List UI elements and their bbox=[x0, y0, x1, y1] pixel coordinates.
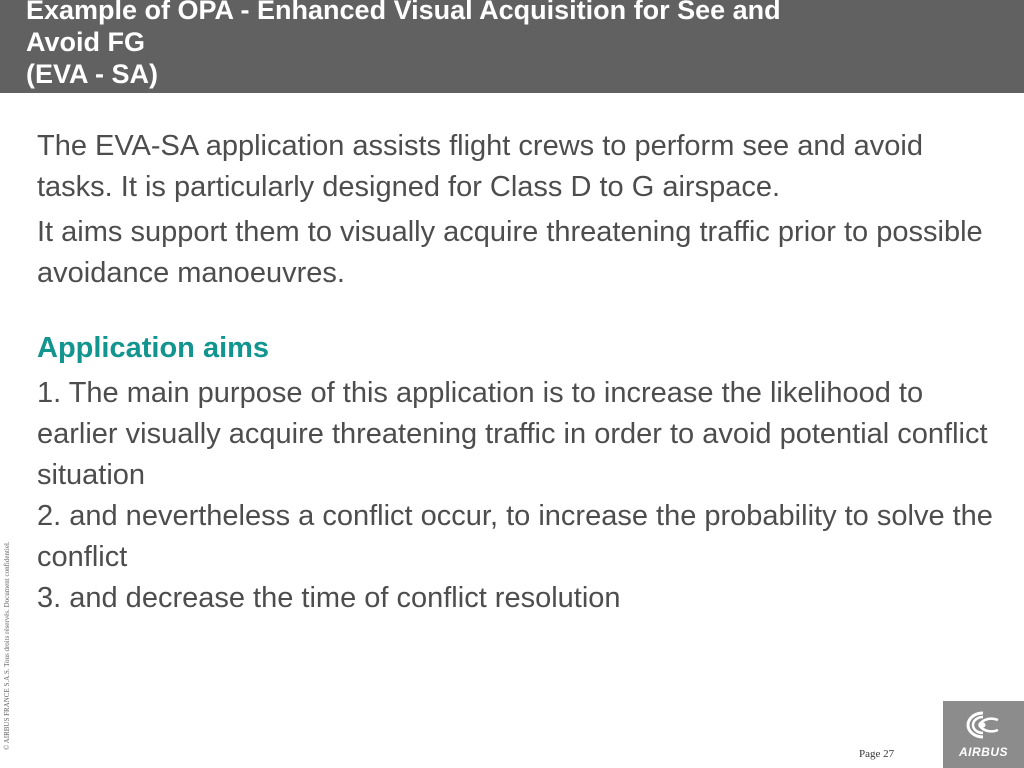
copyright-notice: © AIRBUS FRANCE S.A.S. Tous droits réservés. Document confidentiel. bbox=[3, 541, 11, 750]
airbus-logo-text: AIRBUS bbox=[958, 745, 1008, 759]
slide-title-line-1: Example of OPA - Enhanced Visual Acquisition for See and bbox=[26, 0, 781, 25]
page-number: Page 27 bbox=[859, 748, 895, 760]
airbus-swirl-icon bbox=[965, 711, 1001, 739]
slide-title-line-3: (EVA - SA) bbox=[26, 59, 158, 89]
slide-title-line-2: Avoid FG bbox=[26, 27, 145, 57]
section-heading-application-aims: Application aims bbox=[37, 332, 270, 364]
intro-paragraph-1: The EVA-SA application assists flight crews to perform see and avoid tasks. It is particularly designed for Class D to G airspace. bbox=[37, 130, 924, 203]
intro-paragraph-2: It aims support them to visually acquire threatening traffic prior to possible avoidance manoeuvres. bbox=[37, 216, 983, 289]
aim-item-1: 1. The main purpose of this application is to increase the likelihood to earlier visually acquire threatening traffic in order to avoid potential conflict situation bbox=[37, 377, 988, 491]
aim-item-2: 2. and nevertheless a conflict occur, to increase the probability to solve the conflict bbox=[37, 500, 993, 573]
slide-title bbox=[26, 0, 1016, 90]
title-bar bbox=[0, 0, 1024, 93]
airbus-logo bbox=[943, 701, 1024, 768]
slide-content bbox=[37, 126, 997, 619]
aim-item-3: 3. and decrease the time of conflict resolution bbox=[37, 582, 621, 614]
